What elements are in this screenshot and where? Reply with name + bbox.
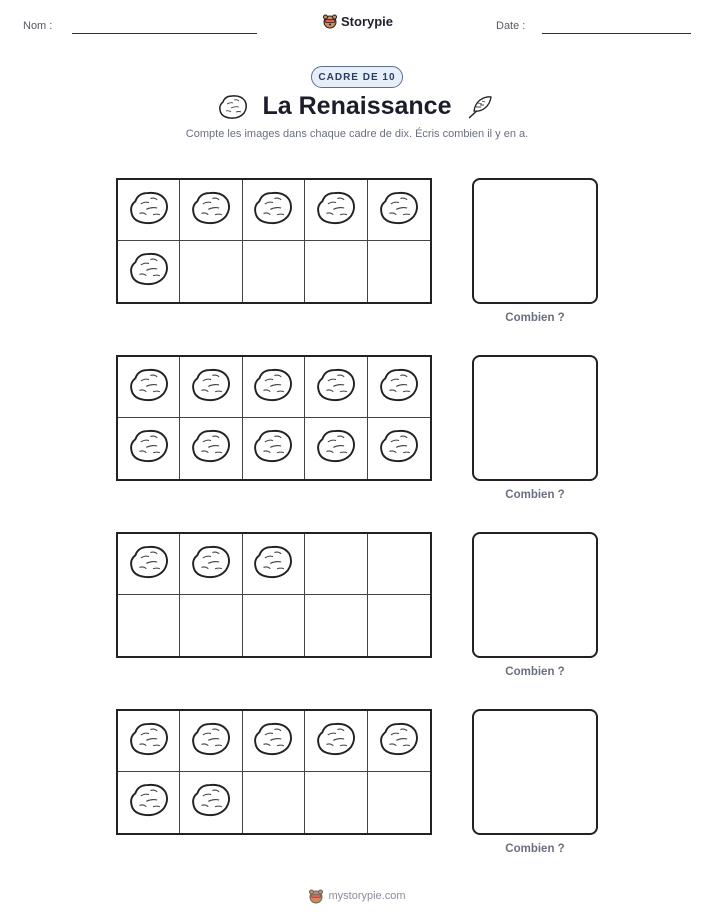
- frame-cell: [368, 595, 430, 656]
- answer-box[interactable]: [472, 709, 598, 835]
- answer-label: Combien ?: [505, 489, 565, 501]
- page-title: La Renaissance: [262, 92, 452, 120]
- rock-icon: [127, 543, 171, 586]
- frame-cell: [305, 180, 367, 241]
- rock-icon: [189, 189, 233, 232]
- frame-cell: [180, 180, 242, 241]
- footer: [0, 888, 714, 904]
- rock-icon: [189, 366, 233, 409]
- rock-icon: [127, 720, 171, 763]
- rock-icon: [189, 720, 233, 763]
- frame-cell: [368, 772, 430, 833]
- frame-cell: [180, 241, 242, 302]
- rock-icon: [314, 720, 358, 763]
- frame-cell: [118, 357, 180, 418]
- frame-cell: [118, 418, 180, 479]
- rock-icon: [251, 720, 295, 763]
- date-label: Date :: [496, 20, 526, 32]
- rock-icon: [377, 366, 421, 409]
- ten-frame: [116, 532, 432, 658]
- rock-icon: [251, 189, 295, 232]
- rock-icon: [127, 366, 171, 409]
- frame-cell: [243, 772, 305, 833]
- rock-icon: [189, 543, 233, 586]
- frame-cell: [305, 534, 367, 595]
- rock-icon: [377, 427, 421, 470]
- frame-cell: [118, 595, 180, 656]
- rock-icon: [314, 366, 358, 409]
- frame-cell: [305, 772, 367, 833]
- name-label: Nom :: [23, 20, 53, 32]
- rock-icon: [127, 250, 171, 293]
- frame-cell: [180, 357, 242, 418]
- frame-cell: [305, 711, 367, 772]
- rock-icon: [377, 189, 421, 232]
- worksheet-type-badge: CADRE DE 10: [311, 66, 403, 88]
- frame-cell: [243, 595, 305, 656]
- frame-cell: [180, 595, 242, 656]
- frame-cell: [243, 357, 305, 418]
- frame-cell: [305, 418, 367, 479]
- name-field[interactable]: [72, 33, 257, 34]
- frame-cell: [368, 357, 430, 418]
- frame-cell: [243, 180, 305, 241]
- frame-cell: [180, 418, 242, 479]
- frame-cell: [243, 534, 305, 595]
- answer-label: Combien ?: [505, 312, 565, 324]
- answer-box[interactable]: [472, 532, 598, 658]
- rock-icon: [189, 427, 233, 470]
- frame-cell: [243, 711, 305, 772]
- feather-icon: [464, 93, 496, 121]
- frame-cell: [180, 772, 242, 833]
- ten-frame: [116, 355, 432, 481]
- frame-cell: [118, 241, 180, 302]
- answer-label: Combien ?: [505, 843, 565, 855]
- rock-icon: [314, 427, 358, 470]
- mascot-icon: [308, 888, 324, 904]
- date-field[interactable]: [542, 33, 691, 34]
- rock-icon: [251, 543, 295, 586]
- frame-cell: [243, 418, 305, 479]
- answer-box[interactable]: [472, 178, 598, 304]
- mascot-icon: [322, 13, 338, 29]
- frame-cell: [368, 180, 430, 241]
- frame-cell: [180, 711, 242, 772]
- frame-cell: [118, 772, 180, 833]
- rock-icon: [251, 427, 295, 470]
- frame-cell: [305, 595, 367, 656]
- rock-icon: [314, 189, 358, 232]
- frame-cell: [243, 241, 305, 302]
- rock-icon: [127, 189, 171, 232]
- frame-cell: [368, 241, 430, 302]
- brand-name: Storypie: [341, 13, 394, 29]
- frame-cell: [305, 241, 367, 302]
- rock-icon: [377, 720, 421, 763]
- frame-cell: [368, 418, 430, 479]
- frame-cell: [305, 357, 367, 418]
- instructions: Compte les images dans chaque cadre de dix. Écris combien il y en a.: [185, 128, 529, 140]
- frame-cell: [118, 711, 180, 772]
- frame-cell: [368, 711, 430, 772]
- rock-icon: [189, 781, 233, 824]
- ten-frame: [116, 709, 432, 835]
- frame-cell: [118, 534, 180, 595]
- rock-icon: [127, 427, 171, 470]
- rock-icon: [251, 366, 295, 409]
- frame-cell: [118, 180, 180, 241]
- frame-cell: [180, 534, 242, 595]
- footer-url[interactable]: mystorypie.com: [328, 890, 406, 902]
- ten-frame: [116, 178, 432, 304]
- brand-logo: [322, 13, 393, 29]
- answer-box[interactable]: [472, 355, 598, 481]
- rock-icon: [127, 781, 171, 824]
- answer-label: Combien ?: [505, 666, 565, 678]
- frame-cell: [368, 534, 430, 595]
